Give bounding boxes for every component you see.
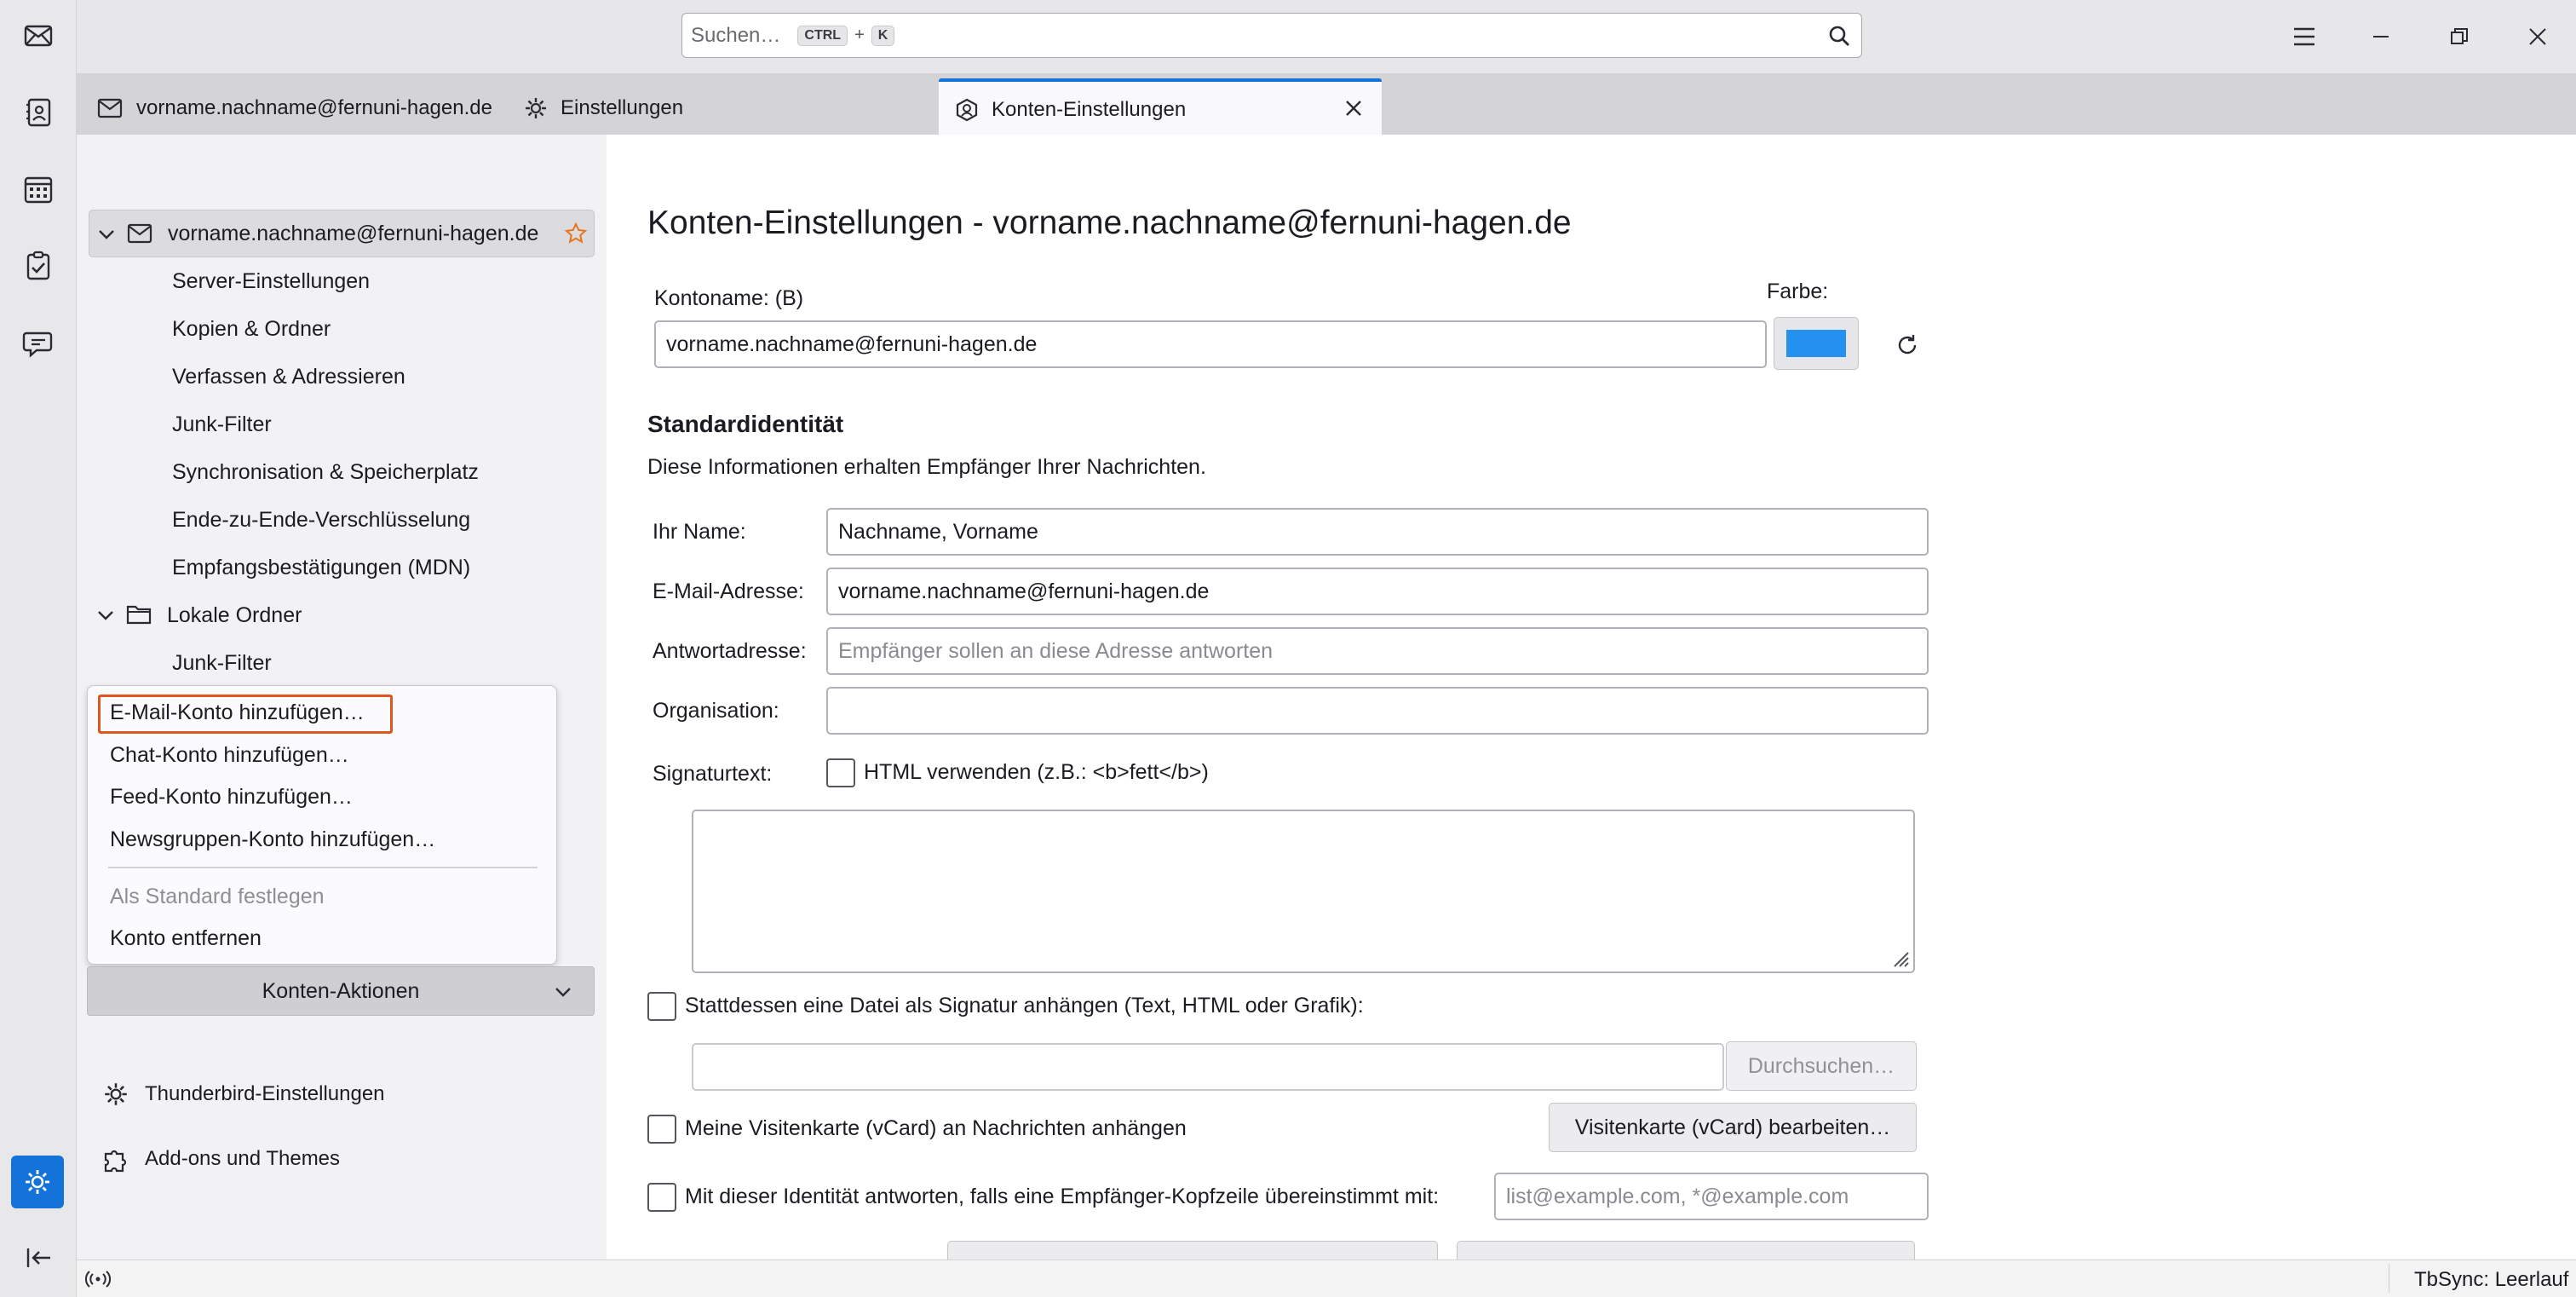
shortcut-plus: +: [854, 26, 865, 44]
resize-grip-icon[interactable]: [1891, 949, 1910, 968]
collapse-spaces-icon[interactable]: [18, 1237, 59, 1278]
folder-icon: [126, 603, 152, 625]
tree-item-e2e[interactable]: Ende-zu-Ende-Verschlüsselung: [172, 508, 471, 532]
minimize-icon[interactable]: [2360, 15, 2402, 58]
account-actions-label: Konten-Aktionen: [262, 978, 420, 1003]
account-name: vorname.nachname@fernuni-hagen.de: [168, 222, 539, 245]
chat-icon[interactable]: [18, 322, 59, 363]
match-header-field[interactable]: [1494, 1173, 1929, 1220]
tab-konten-einstellungen[interactable]: [939, 78, 1382, 138]
attach-file-signature-label: Stattdessen eine Datei als Signatur anhängen (Text, HTML oder Grafik):: [685, 994, 1364, 1017]
tab-mail[interactable]: [97, 82, 523, 135]
mail-account-icon: [127, 222, 154, 245]
signature-textarea[interactable]: [692, 810, 1915, 973]
name-field[interactable]: [826, 508, 1929, 556]
local-folders-label: Lokale Ordner: [167, 603, 302, 627]
identity-heading: Standardidentität: [647, 411, 844, 437]
browse-button[interactable]: Durchsuchen…: [1726, 1041, 1917, 1091]
status-bar: [77, 1260, 2576, 1297]
tasks-icon[interactable]: [18, 245, 59, 286]
account-name-label: Kontoname: (B): [654, 286, 804, 310]
menu-add-feed-account[interactable]: Feed-Konto hinzufügen…: [110, 785, 353, 809]
tree-item-mdn[interactable]: Empfangsbestätigungen (MDN): [172, 556, 471, 579]
identity-description: Diese Informationen erhalten Empfänger Ihrer Nachrichten.: [647, 455, 1206, 479]
close-window-icon[interactable]: [2516, 15, 2559, 58]
menu-separator: [108, 867, 538, 868]
tab-label: vorname.nachname@fernuni-hagen.de: [136, 96, 492, 119]
shortcut-ctrl: CTRL: [797, 26, 848, 46]
tree-item-compose[interactable]: Verfassen & Adressieren: [172, 365, 405, 389]
tab-label: Konten-Einstellungen: [992, 98, 1187, 121]
tree-item-sync[interactable]: Synchronisation & Speicherplatz: [172, 460, 479, 484]
chevron-down-icon: [553, 983, 573, 1001]
menu-set-default[interactable]: Als Standard festlegen: [110, 885, 325, 908]
page-title: Konten-Einstellungen - vorname.nachname@fernuni-hagen.de: [647, 205, 1572, 241]
app-menu-icon[interactable]: [2283, 15, 2326, 58]
menu-remove-account[interactable]: Konto entfernen: [110, 926, 262, 950]
shortcut-key: K: [871, 26, 895, 46]
title-bar: [77, 0, 2576, 73]
calendar-icon[interactable]: [18, 169, 59, 210]
attach-file-signature-checkbox[interactable]: [647, 992, 676, 1021]
puzzle-icon: [102, 1145, 129, 1173]
spaces-toolbar: [0, 0, 77, 1297]
match-header-label: Mit dieser Identität antworten, falls eine Empfänger-Kopfzeile übereinstimmt mit:: [685, 1185, 1440, 1208]
star-icon: [565, 222, 587, 245]
menu-add-chat-account[interactable]: Chat-Konto hinzufügen…: [110, 743, 349, 767]
color-swatch: [1786, 330, 1846, 357]
account-row[interactable]: [89, 210, 595, 257]
account-settings-panel: [607, 135, 2576, 1260]
name-value: Nachname, Vorname: [838, 519, 1038, 544]
chevron-down-icon[interactable]: [95, 605, 116, 625]
close-tab-icon[interactable]: [1341, 95, 1366, 121]
color-picker-button[interactable]: [1774, 317, 1859, 370]
reset-color-icon[interactable]: [1895, 332, 1920, 358]
organization-label: Organisation:: [653, 699, 779, 723]
addons-themes-label: Add-ons und Themes: [145, 1147, 341, 1170]
local-folders-row[interactable]: [89, 593, 595, 637]
tree-item-junk[interactable]: Junk-Filter: [172, 412, 272, 436]
addons-themes-link[interactable]: [102, 1145, 340, 1173]
color-label: Farbe:: [1767, 280, 1829, 303]
gear-icon: [21, 1166, 54, 1198]
reply-to-label: Antwortadresse:: [653, 639, 807, 663]
settings-space-button[interactable]: [11, 1156, 64, 1208]
address-book-icon[interactable]: [18, 92, 59, 133]
thunderbird-settings-label: Thunderbird-Einstellungen: [145, 1082, 385, 1105]
gear-icon: [523, 95, 549, 121]
gear-icon: [102, 1081, 129, 1108]
html-signature-checkbox[interactable]: [826, 758, 855, 787]
email-field[interactable]: [826, 568, 1929, 615]
match-header-checkbox[interactable]: [647, 1183, 676, 1212]
tree-item-local-junk[interactable]: Junk-Filter: [172, 651, 272, 675]
email-value: vorname.nachname@fernuni-hagen.de: [838, 579, 1210, 603]
account-actions-button[interactable]: [87, 966, 595, 1016]
vcard-checkbox[interactable]: [647, 1115, 676, 1144]
menu-add-email-account[interactable]: E-Mail-Konto hinzufügen…: [110, 700, 365, 724]
restore-icon[interactable]: [2438, 15, 2481, 58]
account-settings-icon: [954, 97, 980, 123]
html-signature-label: HTML verwenden (z.B.: <b>fett</b>): [864, 760, 1209, 784]
partial-button[interactable]: [1457, 1241, 1915, 1260]
organization-field[interactable]: [826, 687, 1929, 735]
chevron-down-icon[interactable]: [96, 224, 117, 245]
match-header-placeholder: list@example.com, *@example.com: [1506, 1184, 1849, 1208]
email-label: E-Mail-Adresse:: [653, 579, 804, 603]
reply-to-field[interactable]: [826, 627, 1929, 675]
account-name-field[interactable]: [654, 320, 1767, 368]
search-placeholder: Suchen…: [691, 23, 781, 47]
tree-item-copies[interactable]: Kopien & Ordner: [172, 317, 331, 341]
signature-label: Signaturtext:: [653, 762, 773, 786]
signature-file-field[interactable]: [692, 1043, 1724, 1091]
mail-space-icon[interactable]: [18, 15, 59, 56]
reply-to-placeholder: Empfänger sollen an diese Adresse antworten: [838, 638, 1274, 663]
global-search-box[interactable]: [681, 13, 1862, 58]
account-name-value: vorname.nachname@fernuni-hagen.de: [666, 331, 1038, 356]
edit-vcard-button[interactable]: Visitenkarte (vCard) bearbeiten…: [1549, 1103, 1917, 1152]
partial-button[interactable]: [947, 1241, 1438, 1260]
mail-account-icon: [97, 96, 124, 120]
tab-label: Einstellungen: [561, 96, 684, 119]
tree-item-server[interactable]: Server-Einstellungen: [172, 269, 371, 293]
tbsync-status: TbSync: Leerlauf: [2414, 1268, 2569, 1291]
name-label: Ihr Name:: [653, 520, 746, 544]
tab-bar: [77, 73, 2576, 135]
online-status-icon[interactable]: [85, 1268, 111, 1290]
vcard-label: Meine Visitenkarte (vCard) an Nachrichten anhängen: [685, 1116, 1187, 1140]
thunderbird-settings-link[interactable]: [102, 1081, 385, 1108]
account-actions-menu: [87, 685, 557, 965]
menu-add-newsgroup-account[interactable]: Newsgruppen-Konto hinzufügen…: [110, 827, 436, 851]
search-icon[interactable]: [1827, 24, 1851, 48]
